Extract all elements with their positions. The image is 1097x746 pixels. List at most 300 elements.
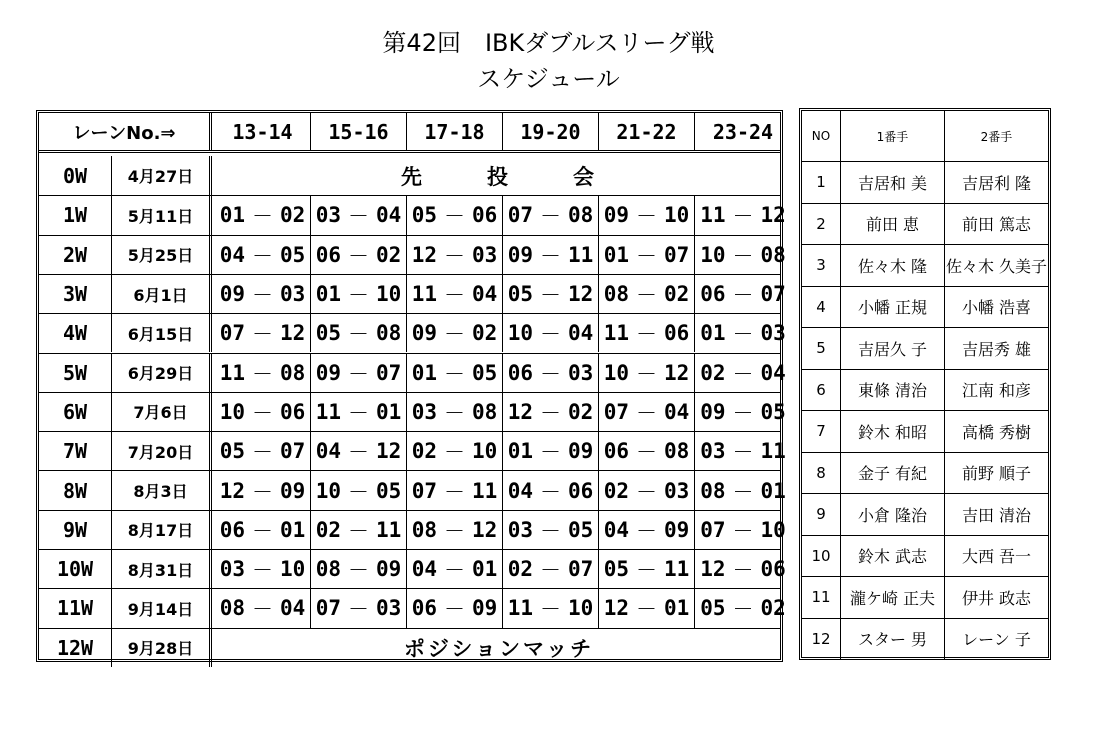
team-number: 2 — [802, 204, 841, 245]
pairing — [220, 318, 306, 348]
week-label: 7W — [39, 432, 112, 470]
pairing-cell — [503, 275, 599, 313]
team-a: 07 — [219, 321, 245, 346]
versus-dash: － — [540, 558, 561, 583]
pairing — [700, 200, 786, 230]
versus-dash: － — [252, 361, 273, 386]
team-a: 04 — [507, 478, 533, 503]
pairing-cell — [599, 275, 695, 313]
versus-dash: － — [444, 518, 465, 543]
pairing — [700, 358, 786, 388]
team-a: 09 — [411, 321, 437, 346]
week-date: 8月31日 — [112, 550, 212, 588]
pairing — [316, 476, 402, 506]
team-a: 06 — [507, 360, 533, 385]
versus-dash: － — [636, 243, 657, 268]
schedule-row — [39, 274, 786, 313]
team-number: 11 — [802, 577, 841, 618]
pairing — [412, 593, 498, 623]
team-b: 11 — [472, 478, 498, 503]
team-b: 05 — [376, 478, 402, 503]
team-a: 08 — [700, 478, 726, 503]
week-date: 5月11日 — [112, 196, 212, 234]
pairing-cell — [311, 550, 407, 588]
team-a: 10 — [700, 242, 726, 267]
team-a: 09 — [700, 399, 726, 424]
versus-dash: － — [732, 204, 754, 229]
week-date: 8月17日 — [112, 511, 212, 549]
team-a: 11 — [219, 360, 245, 385]
team-b: 08 — [568, 203, 594, 228]
second-player-header: 2番手 — [980, 129, 1013, 144]
first-player: 金子 有紀 — [841, 453, 945, 494]
versus-dash: － — [348, 243, 369, 268]
pairing-cell — [311, 236, 407, 274]
pairing — [700, 476, 786, 506]
team-a: 11 — [315, 399, 341, 424]
versus-dash: － — [444, 204, 465, 229]
team-a: 11 — [411, 282, 437, 307]
pairing — [412, 515, 498, 545]
pairing — [412, 240, 498, 270]
schedule-row — [39, 431, 786, 470]
team-b: 06 — [664, 321, 690, 346]
team-b: 12 — [472, 517, 498, 542]
pairing-cell — [311, 511, 407, 549]
pairing-cell — [599, 511, 695, 549]
pairing-cell — [311, 314, 407, 352]
schedule-header-row — [39, 113, 780, 153]
week-label: 6W — [39, 393, 112, 431]
team-a: 06 — [603, 439, 629, 464]
player-row — [802, 203, 1048, 245]
pairing-cell — [695, 471, 791, 509]
team-a: 07 — [507, 203, 533, 228]
second-player: 江南 和彦 — [961, 381, 1032, 401]
team-a: 06 — [700, 282, 726, 307]
team-b: 09 — [280, 478, 306, 503]
week-date: 5月25日 — [112, 236, 212, 274]
team-b: 12 — [760, 203, 786, 228]
schedule-row — [39, 235, 786, 274]
versus-dash: － — [732, 558, 754, 583]
week-label: 0W — [39, 156, 112, 195]
versus-dash: － — [348, 322, 369, 347]
pairing — [316, 515, 402, 545]
team-a: 02 — [700, 360, 726, 385]
pairing-cell — [311, 275, 407, 313]
pairing-cell — [695, 354, 791, 392]
pairing-cell — [599, 196, 695, 234]
team-a: 01 — [700, 321, 726, 346]
pairing — [700, 279, 786, 309]
team-a: 08 — [411, 517, 437, 542]
versus-dash: － — [348, 558, 369, 583]
team-a: 12 — [411, 242, 437, 267]
team-b: 11 — [568, 242, 594, 267]
first-player: 吉居久 子 — [841, 328, 945, 369]
team-b: 06 — [472, 203, 498, 228]
pairing — [700, 318, 786, 348]
team-b: 09 — [568, 439, 594, 464]
pairing — [604, 436, 690, 466]
pairing-cell — [503, 432, 599, 470]
team-b: 04 — [280, 596, 306, 621]
team-b: 05 — [760, 399, 786, 424]
pairing — [508, 515, 594, 545]
schedule-row — [39, 510, 786, 549]
team-b: 11 — [760, 439, 786, 464]
team-b: 03 — [568, 360, 594, 385]
pairing-cell — [599, 550, 695, 588]
team-b: 08 — [664, 439, 690, 464]
week-date: 7月20日 — [112, 432, 212, 470]
pairing — [412, 436, 498, 466]
versus-dash: － — [540, 322, 561, 347]
pairing — [604, 515, 690, 545]
pairing — [316, 279, 402, 309]
versus-dash: － — [252, 597, 273, 622]
team-b: 10 — [280, 557, 306, 582]
pairing — [412, 397, 498, 427]
team-number: 6 — [802, 370, 841, 411]
lane-header: 23-24 — [712, 119, 774, 144]
week-label: 1W — [39, 196, 112, 234]
team-a: 07 — [411, 478, 437, 503]
team-b: 07 — [760, 282, 786, 307]
team-b: 08 — [280, 360, 306, 385]
team-b: 09 — [472, 596, 498, 621]
week-label: 10W — [39, 550, 112, 588]
team-b: 06 — [280, 399, 306, 424]
schedule-table — [36, 110, 786, 662]
team-a: 03 — [219, 557, 245, 582]
player-row — [802, 327, 1048, 369]
pairing-cell — [215, 589, 311, 627]
versus-dash: － — [252, 479, 273, 504]
team-a: 09 — [315, 360, 341, 385]
pairing — [604, 318, 690, 348]
schedule-row — [39, 156, 780, 195]
versus-dash: － — [348, 479, 369, 504]
team-b: 10 — [376, 282, 402, 307]
team-b: 12 — [568, 282, 594, 307]
team-a: 01 — [411, 360, 437, 385]
pairing-cell — [215, 275, 311, 313]
team-b: 01 — [472, 557, 498, 582]
pairing-cell — [503, 511, 599, 549]
versus-dash: － — [540, 518, 561, 543]
first-player: 鈴木 和昭 — [841, 411, 945, 452]
versus-dash: － — [348, 597, 369, 622]
document-subtitle: スケジュール — [477, 65, 620, 93]
pairing — [700, 436, 786, 466]
versus-dash: － — [444, 558, 465, 583]
pairing-cell — [599, 314, 695, 352]
team-a: 05 — [315, 321, 341, 346]
versus-dash: － — [732, 479, 754, 504]
team-a: 05 — [700, 596, 726, 621]
team-a: 12 — [507, 399, 533, 424]
team-a: 11 — [507, 596, 533, 621]
pairing-cell — [599, 354, 695, 392]
team-b: 02 — [472, 321, 498, 346]
pairing — [508, 554, 594, 584]
team-b: 06 — [568, 478, 594, 503]
pairing — [412, 318, 498, 348]
team-a: 09 — [219, 282, 245, 307]
team-a: 01 — [315, 282, 341, 307]
pairing — [220, 240, 306, 270]
second-player: 吉居秀 雄 — [961, 339, 1032, 359]
pairing — [316, 200, 402, 230]
versus-dash: － — [348, 440, 369, 465]
pairing — [508, 318, 594, 348]
pairing-cell — [311, 196, 407, 234]
first-player-header: 1番手 — [841, 111, 945, 161]
team-b: 04 — [472, 282, 498, 307]
team-a: 03 — [700, 439, 726, 464]
team-a: 02 — [315, 517, 341, 542]
pairing — [412, 358, 498, 388]
pairing-cell — [215, 432, 311, 470]
team-a: 05 — [219, 439, 245, 464]
versus-dash: － — [540, 400, 561, 425]
week-label: 8W — [39, 471, 112, 509]
team-b: 12 — [376, 439, 402, 464]
versus-dash: － — [636, 479, 657, 504]
team-b: 03 — [472, 242, 498, 267]
team-b: 03 — [376, 596, 402, 621]
pairing — [220, 554, 306, 584]
pairing — [316, 318, 402, 348]
lane-label: レーンNo.⇒ — [39, 113, 212, 150]
team-a: 10 — [315, 478, 341, 503]
first-player: 小倉 隆治 — [841, 494, 945, 535]
team-b: 04 — [664, 399, 690, 424]
versus-dash: － — [540, 204, 561, 229]
team-a: 04 — [315, 439, 341, 464]
pairing — [316, 397, 402, 427]
team-number: 3 — [802, 245, 841, 286]
versus-dash: － — [540, 440, 561, 465]
team-b: 02 — [568, 399, 594, 424]
pairing-cell — [407, 393, 503, 431]
team-b: 05 — [568, 517, 594, 542]
pairing — [604, 397, 690, 427]
team-a: 12 — [219, 478, 245, 503]
team-number: 9 — [802, 494, 841, 535]
pairing — [412, 554, 498, 584]
pairing-cell — [407, 432, 503, 470]
team-number: 4 — [802, 287, 841, 328]
pairing-cell — [503, 354, 599, 392]
team-a: 05 — [603, 557, 629, 582]
pairing-cell — [311, 432, 407, 470]
team-a: 01 — [507, 439, 533, 464]
versus-dash: － — [348, 518, 369, 543]
pairing-cell — [215, 236, 311, 274]
team-b: 01 — [280, 517, 306, 542]
second-player: 吉田 清治 — [961, 505, 1032, 525]
players-table — [799, 108, 1051, 660]
pairing-cell — [311, 471, 407, 509]
pairing — [700, 515, 786, 545]
team-b: 05 — [472, 360, 498, 385]
team-b: 05 — [280, 242, 306, 267]
schedule-row — [39, 549, 786, 588]
second-player: 前田 篤志 — [961, 215, 1032, 235]
team-number: 8 — [802, 453, 841, 494]
versus-dash: － — [444, 597, 465, 622]
team-b: 08 — [760, 242, 786, 267]
pairing — [412, 279, 498, 309]
team-b: 10 — [472, 439, 498, 464]
pairing — [220, 515, 306, 545]
team-b: 07 — [376, 360, 402, 385]
versus-dash: － — [732, 322, 754, 347]
second-player: 吉居利 隆 — [961, 173, 1032, 193]
team-b: 11 — [664, 557, 690, 582]
pairing — [412, 476, 498, 506]
week-label: 9W — [39, 511, 112, 549]
pairing-cell — [215, 393, 311, 431]
pairing — [700, 554, 786, 584]
pairing — [604, 554, 690, 584]
pairing-cell — [695, 393, 791, 431]
versus-dash: － — [732, 283, 754, 308]
pairing — [604, 358, 690, 388]
pairing-cell — [215, 550, 311, 588]
pairing — [700, 240, 786, 270]
pairing — [220, 593, 306, 623]
players-header-row — [802, 111, 1048, 161]
pairing-cell — [695, 275, 791, 313]
week-date: 6月1日 — [112, 275, 212, 313]
team-a: 02 — [507, 557, 533, 582]
versus-dash: － — [636, 518, 657, 543]
team-a: 08 — [603, 282, 629, 307]
pairing-cell — [215, 354, 311, 392]
versus-dash: － — [252, 283, 273, 308]
versus-dash: － — [252, 400, 273, 425]
versus-dash: － — [444, 243, 465, 268]
schedule-row — [39, 353, 786, 392]
pairing-cell — [599, 393, 695, 431]
team-b: 09 — [664, 517, 690, 542]
week-label: 5W — [39, 354, 112, 392]
pairing — [316, 554, 402, 584]
team-b: 03 — [664, 478, 690, 503]
pairing-cell — [695, 589, 791, 627]
week-date: 6月15日 — [112, 314, 212, 352]
pairing-cell — [503, 393, 599, 431]
pairing-cell — [503, 550, 599, 588]
lane-header: 13-14 — [215, 113, 311, 150]
pairing — [316, 436, 402, 466]
team-number: 12 — [802, 619, 841, 660]
pairing — [508, 593, 594, 623]
versus-dash: － — [636, 400, 657, 425]
week-label: 12W — [39, 629, 112, 667]
pairing-cell — [695, 236, 791, 274]
week-note: ポジションマッチ — [403, 636, 595, 661]
player-row — [802, 161, 1048, 203]
second-player: 前野 順子 — [961, 464, 1032, 484]
versus-dash: － — [636, 204, 657, 229]
team-a: 10 — [219, 399, 245, 424]
team-b: 01 — [760, 478, 786, 503]
first-player: スター 男 — [841, 619, 945, 660]
versus-dash: － — [540, 479, 561, 504]
team-b: 12 — [664, 360, 690, 385]
second-player: 高橋 秀樹 — [961, 422, 1032, 442]
first-player: 瀧ケ崎 正夫 — [841, 577, 945, 618]
versus-dash: － — [444, 283, 465, 308]
player-row — [802, 286, 1048, 328]
pairing — [604, 200, 690, 230]
team-a: 07 — [700, 517, 726, 542]
second-player: 佐々木 久美子 — [945, 256, 1048, 276]
versus-dash: － — [444, 479, 465, 504]
versus-dash: － — [732, 440, 754, 465]
first-player: 鈴木 武志 — [841, 536, 945, 577]
pairing-cell — [407, 511, 503, 549]
versus-dash: － — [732, 361, 754, 386]
team-b: 02 — [376, 242, 402, 267]
team-a: 02 — [411, 439, 437, 464]
schedule-row — [39, 588, 786, 627]
team-number: 10 — [802, 536, 841, 577]
versus-dash: － — [636, 322, 657, 347]
versus-dash: － — [540, 361, 561, 386]
pairing-cell — [599, 589, 695, 627]
versus-dash: － — [444, 400, 465, 425]
week-label: 11W — [39, 589, 112, 627]
second-player: 伊井 政志 — [961, 588, 1032, 608]
schedule-row — [39, 195, 786, 234]
pairing — [220, 397, 306, 427]
team-a: 08 — [219, 596, 245, 621]
pairing-cell — [599, 432, 695, 470]
pairing-cell — [503, 314, 599, 352]
pairing-cell — [407, 314, 503, 352]
week-date: 7月6日 — [112, 393, 212, 431]
lane-header: 17-18 — [407, 113, 503, 150]
pairing-cell — [695, 511, 791, 549]
second-player: レーン 子 — [962, 630, 1031, 650]
team-a: 04 — [411, 557, 437, 582]
versus-dash: － — [348, 283, 369, 308]
team-b: 03 — [280, 282, 306, 307]
player-row — [802, 535, 1048, 577]
team-a: 06 — [411, 596, 437, 621]
player-row — [802, 244, 1048, 286]
team-a: 10 — [603, 360, 629, 385]
team-a: 01 — [603, 242, 629, 267]
player-row — [802, 493, 1048, 535]
team-b: 02 — [760, 596, 786, 621]
team-b: 03 — [760, 321, 786, 346]
versus-dash: － — [636, 361, 657, 386]
team-a: 12 — [700, 557, 726, 582]
pairing-cell — [311, 393, 407, 431]
team-b: 12 — [280, 321, 306, 346]
versus-dash: － — [444, 361, 465, 386]
team-a: 08 — [315, 557, 341, 582]
pairing-cell — [599, 236, 695, 274]
versus-dash: － — [732, 400, 754, 425]
